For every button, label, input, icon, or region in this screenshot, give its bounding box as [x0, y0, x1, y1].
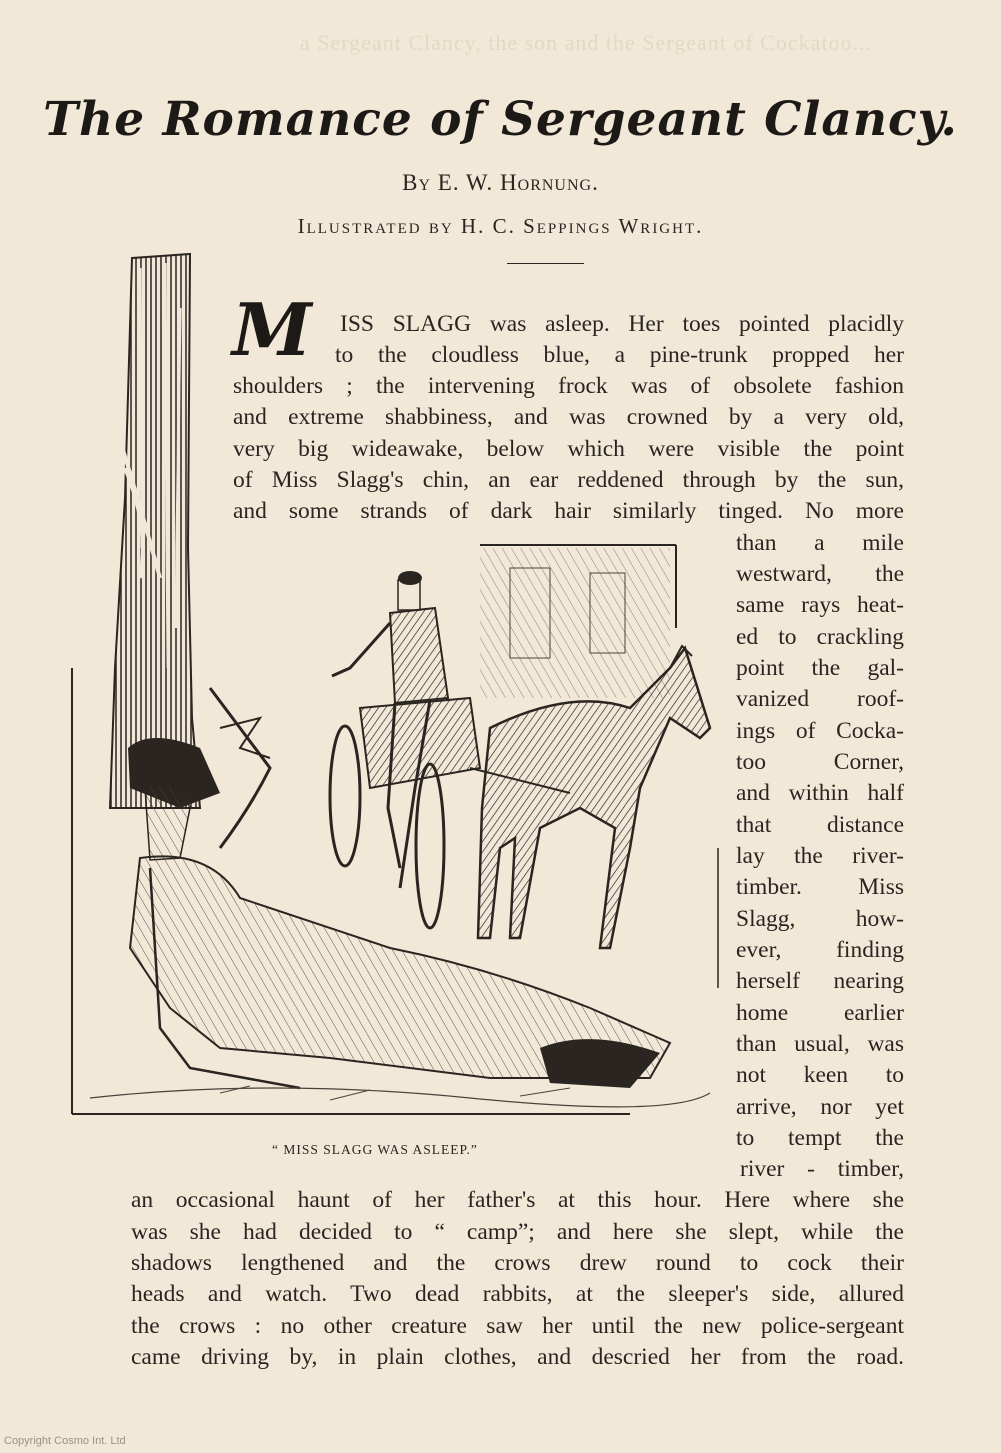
text-line: ings of Cocka-: [736, 718, 904, 744]
drop-cap: M: [232, 287, 312, 372]
text-line: heads and watch. Two dead rabbits, at the sleeper's side, allured: [131, 1281, 904, 1307]
text-line: that distance: [736, 812, 904, 838]
illustrator-credit: Illustrated by H. C. Seppings Wright.: [297, 214, 704, 238]
text-line: came driving by, in plain clothes, and descried her from the road.: [131, 1344, 904, 1370]
text-line: not keen to: [736, 1062, 904, 1088]
text-line: to the cloudless blue, a pine-trunk propped her: [335, 342, 904, 368]
illustration-caption: “ MISS SLAGG WAS ASLEEP.”: [272, 1142, 478, 1157]
text-line: very big wideawake, below which were visible the point: [233, 436, 904, 462]
text-line: ed to crackling: [736, 624, 904, 650]
text-line: westward, the: [736, 561, 904, 587]
author-byline: By E. W. Hornung.: [402, 170, 599, 195]
text-line: same rays heat-: [736, 592, 904, 618]
text-line: Slagg, how-: [736, 906, 904, 932]
copyright-watermark: Copyright Cosmo Int. Ltd: [4, 1435, 126, 1447]
text-line: the crows : no other creature saw her until the new police-sergeant: [131, 1313, 904, 1339]
text-line: too Corner,: [736, 749, 904, 775]
text-line: and some strands of dark hair similarly tinged. No more: [233, 498, 904, 524]
text-line: of Miss Slagg's chin, an ear reddened through by the sun,: [233, 467, 904, 493]
pine-trunk: [100, 254, 200, 808]
text-line: ISS SLAGG was asleep. Her toes pointed placidly: [340, 311, 904, 337]
text-line: ever, finding: [736, 937, 904, 963]
text-line: an occasional haunt of her father's at this hour. Here where she: [131, 1187, 904, 1213]
article-title: The Romance of Sergeant Clancy.: [43, 92, 958, 147]
text-line: shadows lengthened and the crows drew round to cock their: [131, 1250, 904, 1276]
text-line: vanized roof-: [736, 686, 904, 712]
text-line: than a mile: [736, 530, 904, 556]
text-line: herself nearing: [736, 968, 904, 994]
bleed-through-text: a Sergeant Clancy, the son and the Sergeant of Cockatoo...: [300, 30, 873, 55]
text-line: shoulders ; the intervening frock was of obsolete fashion: [233, 373, 904, 399]
text-line: river - timber,: [740, 1156, 904, 1182]
text-line: and within half: [736, 780, 904, 806]
text-line: than usual, was: [736, 1031, 904, 1057]
text-line: arrive, nor yet: [736, 1094, 904, 1120]
text-line: was she had decided to “ camp”; and here she slept, while the: [131, 1219, 904, 1245]
text-line: point the gal-: [736, 655, 904, 681]
text-line: to tempt the: [736, 1125, 904, 1151]
text-line: timber. Miss: [736, 874, 904, 900]
text-line: and extreme shabbiness, and was crowned by a very old,: [233, 404, 904, 430]
text-line: lay the river-: [736, 843, 904, 869]
text-line: home earlier: [736, 1000, 904, 1026]
